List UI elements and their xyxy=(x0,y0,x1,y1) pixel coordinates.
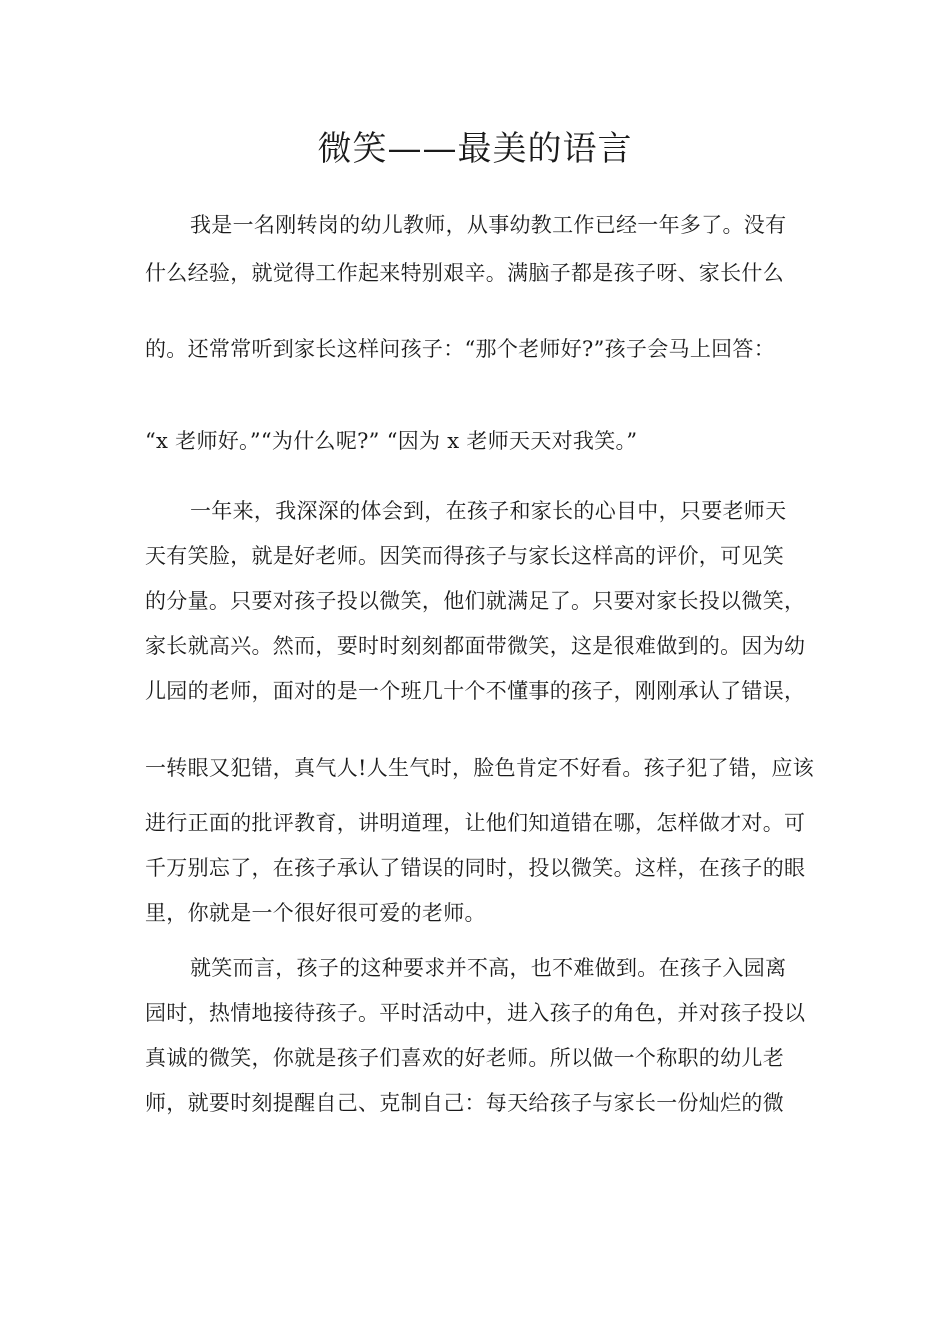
text-line: 我是一名刚转岗的幼儿教师，从事幼教工作已经一年多了。没有 xyxy=(190,213,787,237)
text-line: “x 老师好。”“为什么呢?” “因为 x 老师天天对我笑。” xyxy=(145,429,638,453)
text-line: 家长就高兴。然而，要时时刻刻都面带微笑，这是很难做到的。因为幼 xyxy=(145,634,806,658)
text-line: 就笑而言，孩子的这种要求并不高，也不难做到。在孩子入园离 xyxy=(190,956,787,980)
text-line: 一转眼又犯错，真气人!人生气时，脸色肯定不好看。孩子犯了错，应该 xyxy=(145,756,815,780)
text-line: 真诚的微笑，你就是孩子们喜欢的好老师。所以做一个称职的幼儿老 xyxy=(145,1046,784,1070)
text-line: 的。还常常听到家长这样问孩子：“那个老师好?”孩子会马上回答： xyxy=(145,337,776,361)
document-title: 微笑——最美的语言 xyxy=(317,129,633,169)
text-line: 进行正面的批评教育，讲明道理，让他们知道错在哪，怎样做才对。可 xyxy=(145,811,806,835)
text-line: 师，就要时刻提醒自己、克制自己：每天给孩子与家长一份灿烂的微 xyxy=(145,1091,784,1115)
text-line: 一年来，我深深的体会到，在孩子和家长的心目中，只要老师天 xyxy=(190,499,787,523)
text-line: 的分量。只要对孩子投以微笑，他们就满足了。只要对家长投以微笑， xyxy=(145,589,806,613)
text-line: 天有笑脸，就是好老师。因笑而得孩子与家长这样高的评价，可见笑 xyxy=(145,544,784,568)
text-line: 里，你就是一个很好很可爱的老师。 xyxy=(145,901,486,925)
text-line: 园时，热情地接待孩子。平时活动中，进入孩子的角色，并对孩子投以 xyxy=(145,1001,806,1025)
text-line: 千万别忘了，在孩子承认了错误的同时，投以微笑。这样，在孩子的眼 xyxy=(145,856,806,880)
text-line: 什么经验，就觉得工作起来特别艰辛。满脑子都是孩子呀、家长什么 xyxy=(145,261,784,285)
text-line: 儿园的老师，面对的是一个班几十个不懂事的孩子，刚刚承认了错误， xyxy=(145,679,806,703)
